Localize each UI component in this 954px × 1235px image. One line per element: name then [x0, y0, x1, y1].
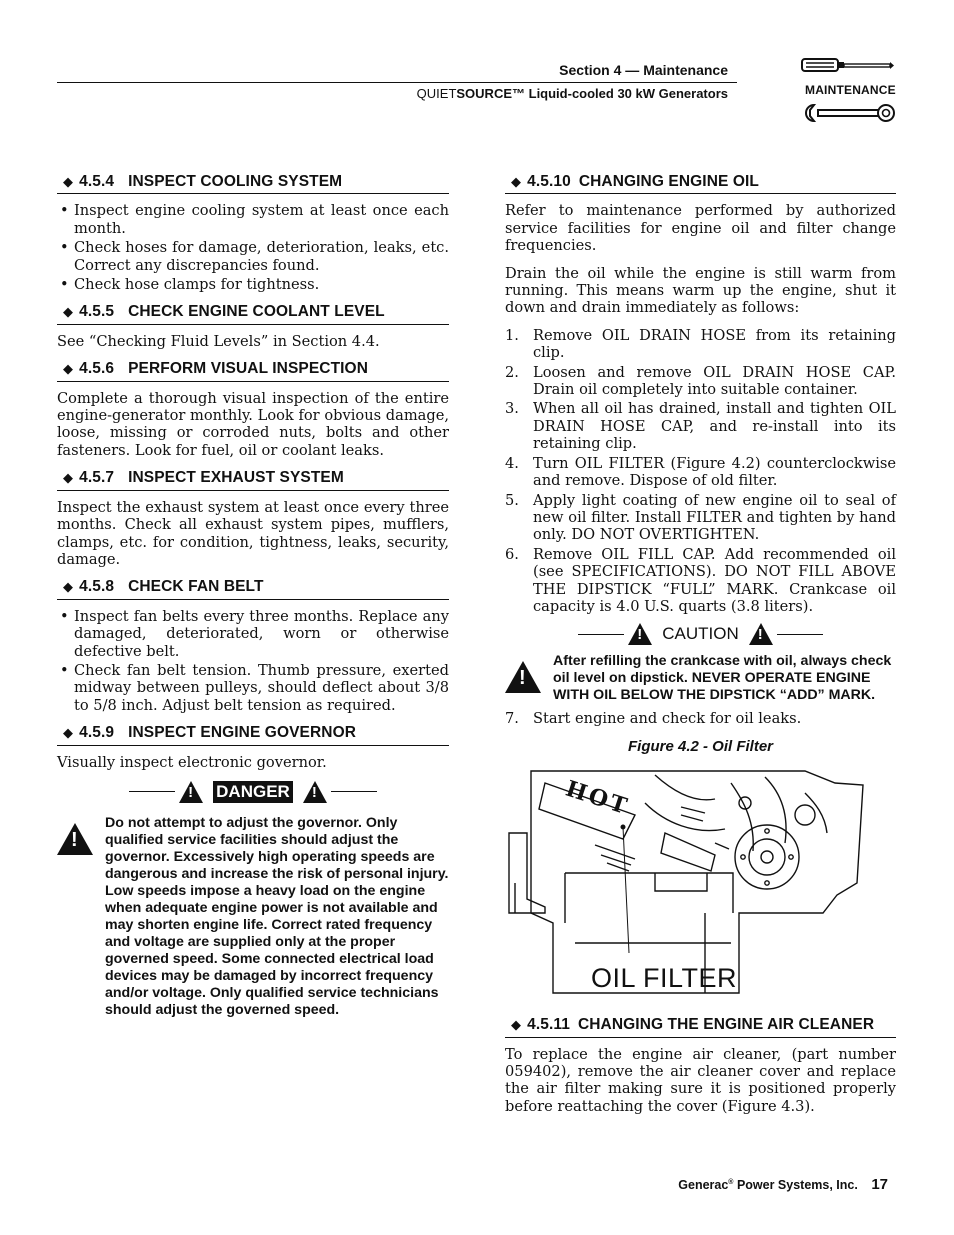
left-column [57, 173, 449, 1019]
list-item: • Check hose clamps for tightness. [57, 276, 449, 293]
list-item: • Check fan belt tension. Thumb pressure, exerted midway between pulleys, should deflect about 3/8 to 5/8 inch. Adjust belt tension as required. [57, 662, 449, 714]
oil-filter-figure [505, 763, 896, 1008]
paragraph: To replace the engine air cleaner, (part number 059402), remove the air cleaner cover and replace the air filter making sure it is positioned properly before reattaching the cover (Figure 4.3). [505, 1045, 896, 1115]
caution-banner [505, 623, 896, 645]
warning-icon [749, 623, 773, 645]
list-item: 5. Apply light coating of new engine oil to seal of new oil filter. Install FILTER and tighten by hand only. DO NOT OVERTIGHTEN. [505, 491, 896, 544]
caution-text: After refilling the crankcase with oil, always check oil level on dipstick. NEVER OPERATE ENGINE WITH OIL BELOW THE DIPSTICK “ADD” MARK. [553, 653, 892, 704]
section-title: Section 4 — Maintenance [559, 62, 728, 78]
heading-4-5-9: ◆ 4.5.9 INSPECT ENGINE GOVERNOR [57, 724, 449, 745]
heading-4-5-8: ◆ 4.5.8 CHECK FAN BELT [57, 578, 449, 599]
paragraph: Drain the oil while the engine is still warm from running. This means warm up the engine, shut it down and drain immediately as follows: [505, 264, 896, 317]
list-item: 3. When all oil has drained, install and tighten OIL DRAIN HOSE CAP, and re-install into its retaining clip. [505, 400, 896, 453]
danger-banner [57, 781, 449, 803]
heading-4-5-7: ◆ 4.5.7 INSPECT EXHAUST SYSTEM [57, 469, 449, 490]
paragraph: See “Checking Fluid Levels” in Section 4.4. [57, 332, 380, 350]
list-item: 7. Start engine and check for oil leaks. [505, 710, 802, 728]
screwdriver-icon [800, 56, 896, 76]
list-item: 4. Turn OIL FILTER (Figure 4.2) counterclockwise and remove. Dispose of old filter. [505, 454, 896, 490]
product-line: QUIETSOURCE™ Liquid-cooled 30 kW Generators [416, 86, 728, 101]
section-header [559, 62, 728, 78]
company-name: Generac [678, 1178, 729, 1192]
page-number: 17 [871, 1176, 888, 1193]
list-item: • Inspect fan belts every three months. Replace any damaged, deteriorated, worn or otherwise defective belt. [57, 608, 449, 660]
warning-icon [303, 781, 327, 803]
maintenance-badge [800, 56, 900, 128]
fan-belt-list [57, 608, 449, 714]
oil-filter-callout: OIL FILTER [591, 963, 738, 994]
paragraph: Inspect the exhaust system at least once every three months. Check all exhaust system pipes, mufflers, clamps, etc. for condition, tightness, leaks, security, damage. [57, 498, 449, 568]
danger-label: DANGER [213, 781, 293, 803]
paragraph: Visually inspect electronic governor. [57, 753, 327, 771]
heading-4-5-5: ◆ 4.5.5 CHECK ENGINE COOLANT LEVEL [57, 303, 449, 324]
list-item: 6. Remove OIL FILL CAP. Add recommended oil (see SPECIFICATIONS). DO NOT FILL ABOVE THE DIPSTICK “FULL” MARK. Crankcase oil capacity is 4.0 U.S. quarts (3.8 liters). [505, 545, 896, 615]
warning-icon [628, 623, 652, 645]
paragraph: Refer to maintenance performed by authorized service facilities for engine oil and filter change frequencies. [505, 202, 896, 255]
cooling-system-list [57, 202, 449, 293]
list-item: • Inspect engine cooling system at least once each month. [57, 202, 449, 237]
heading-4-5-11: ◆ 4.5.11 CHANGING THE ENGINE AIR CLEANER [505, 1016, 896, 1037]
list-item: • Check hoses for damage, deterioration, leaks, etc. Correct any discrepancies found. [57, 239, 449, 274]
oil-change-final-step [505, 710, 896, 727]
right-column [505, 173, 896, 1125]
figure-caption: Figure 4.2 - Oil Filter [627, 737, 774, 755]
header-rule [57, 82, 737, 83]
heading-4-5-4: ◆ 4.5.4 INSPECT COOLING SYSTEM [57, 173, 449, 194]
danger-notice [57, 815, 449, 1019]
warning-icon [179, 781, 203, 803]
heading-4-5-10: ◆ 4.5.10 CHANGING ENGINE OIL [505, 173, 896, 194]
oil-change-steps [505, 327, 896, 616]
caution-label: CAUTION [662, 624, 739, 644]
hot-label: HOT [562, 775, 633, 821]
list-item: 1. Remove OIL DRAIN HOSE from its retaining clip. [505, 326, 896, 362]
caution-notice [505, 653, 896, 704]
warning-icon [505, 661, 541, 693]
warning-icon [57, 823, 93, 855]
page-footer: Generac® Power Systems, Inc. 17 [678, 1176, 888, 1193]
wrench-icon [800, 102, 896, 124]
maintenance-label: MAINTENANCE [805, 83, 896, 97]
danger-text: Do not attempt to adjust the governor. Only qualified service facilities should adjust the governor. Excessively high operating speeds are dangerous and increase the risk of personal injury. Low speeds impose a heavy load on the engine when adequate engine power is not available and may shorten engine life. Correct rated frequency and voltage are supplied only at the proper governed speed. Some connected electrical load devices may be damaged by incorrect frequency and/or voltage. Only qualified service technicians should adjust the governed speed. [105, 814, 449, 1018]
list-item: 2. Loosen and remove OIL DRAIN HOSE CAP. Drain oil completely into suitable container. [505, 363, 896, 399]
paragraph: Complete a thorough visual inspection of the entire engine-generator monthly. Look for obvious damage, loose, missing or corroded nuts, bolts and other fasteners. Look for fuel, oil or coolant leaks. [57, 389, 449, 459]
heading-4-5-6: ◆ 4.5.6 PERFORM VISUAL INSPECTION [57, 360, 449, 381]
